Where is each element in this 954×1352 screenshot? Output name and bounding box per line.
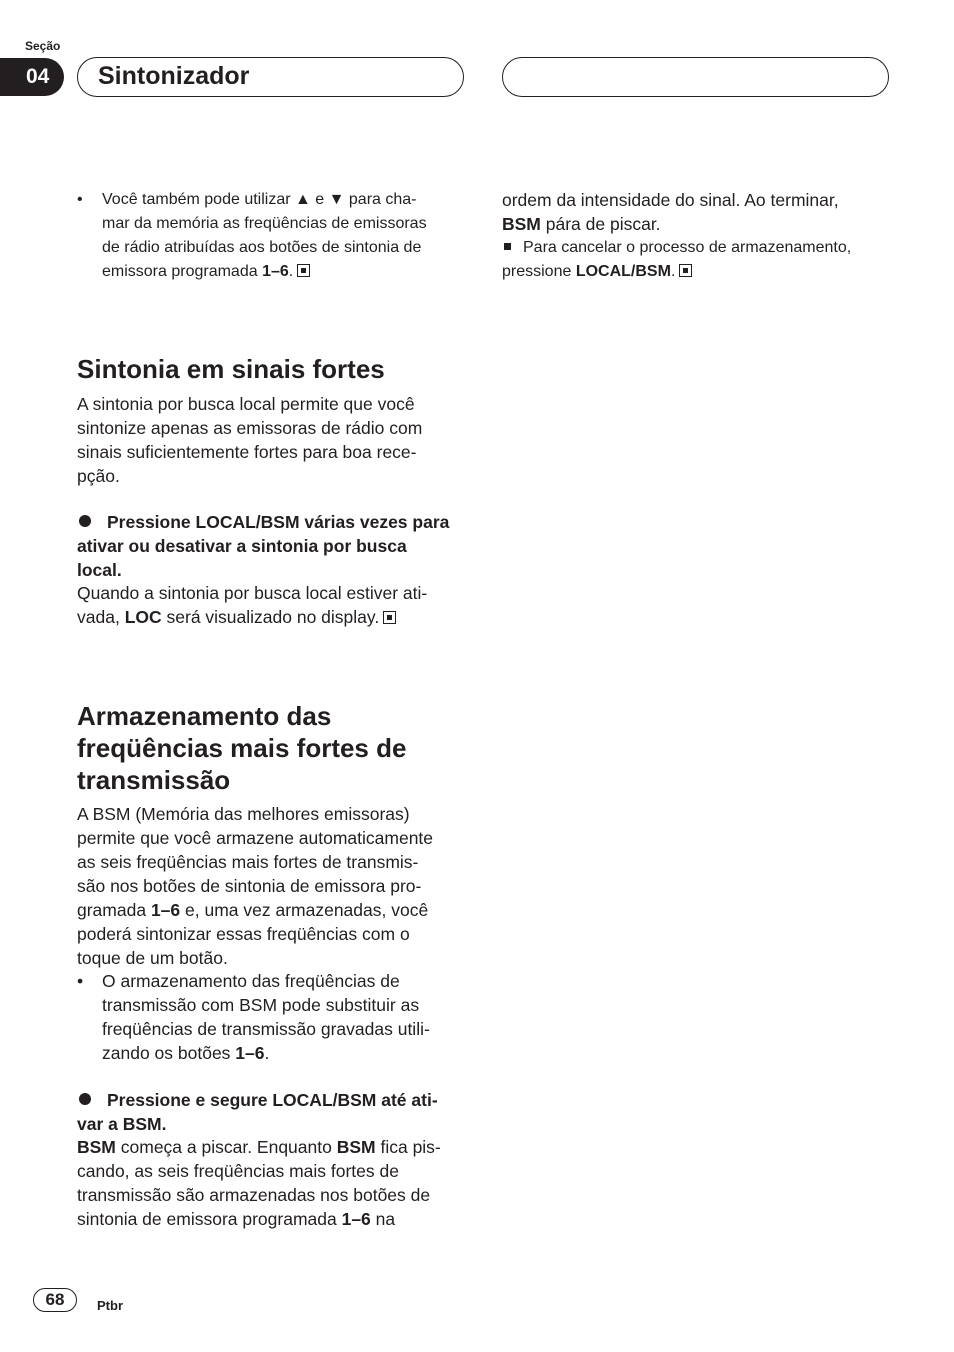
bold-span: LOC [124, 607, 162, 627]
text-line: toque de um botão. [77, 948, 228, 968]
text-span: zando os botões [102, 1043, 236, 1063]
text-line: transmissão com BSM pode substituir as [102, 995, 420, 1015]
text-line [102, 260, 427, 284]
text-line: ordem da intensidade do sinal. Ao terminar, [502, 190, 839, 210]
result-bsm [77, 1135, 472, 1231]
result-local [77, 581, 472, 629]
bold-span: BSM [502, 214, 541, 234]
text-line: var a BSM. [77, 1114, 167, 1134]
text-span: na [370, 1209, 396, 1229]
text-line: cando, as seis freqüências mais fortes de [77, 1161, 399, 1181]
text-span: emissora programada [102, 263, 263, 280]
text-line: A sintonia por busca local permite que você [77, 394, 415, 414]
text-span: e, uma vez armazenadas, você [180, 900, 429, 920]
step-bsm [77, 1088, 472, 1136]
step-dot-icon [79, 1093, 91, 1105]
text-line: Você também pode utilizar ▲ e ▼ para cha- [102, 191, 417, 208]
text-line: O armazenamento das freqüências de [102, 971, 400, 991]
section-heading-local: Sintonia em sinais fortes [77, 354, 385, 384]
note-cancel-bsm [502, 236, 902, 284]
text-line: local. [77, 560, 122, 580]
bold-span: 1–6 [262, 263, 289, 280]
text-span: . [264, 1043, 270, 1063]
text-line: as seis freqüências mais fortes de transmis- [77, 852, 419, 872]
text-span: gramada [77, 900, 151, 920]
heading-line: freqüências mais fortes de [77, 733, 407, 763]
end-mark-icon [383, 611, 396, 624]
text-line: são nos botões de sintonia de emissora pro- [77, 876, 422, 896]
text-line [502, 236, 902, 260]
bullet-text [102, 188, 427, 284]
text-line [77, 1207, 472, 1231]
text-line: ativar ou desativar a sintonia por busca [77, 536, 407, 556]
text-line: poderá sintonizar essas freqüências com o [77, 924, 410, 944]
section-number-tab: 04 [0, 58, 64, 96]
right-column-text [502, 188, 902, 236]
section-heading-bsm [77, 700, 472, 796]
text-span: começa a piscar. Enquanto [115, 1137, 337, 1157]
bold-span: 1–6 [341, 1209, 371, 1229]
text-line [77, 1135, 472, 1159]
step-dot-icon [79, 515, 91, 527]
text-line: de rádio atribuídas aos botões de sintonia de [102, 239, 422, 256]
step-local [77, 510, 472, 582]
language-code: Ptbr [97, 1298, 123, 1313]
text-line [502, 212, 902, 236]
note-square-icon [504, 243, 511, 250]
paragraph-local [77, 392, 467, 488]
text-line: Quando a sintonia por busca local estiver ati- [77, 583, 428, 603]
end-mark-icon [297, 264, 310, 277]
heading-line: transmissão [77, 765, 231, 795]
text-span: pressione [502, 263, 576, 280]
text-line [77, 1088, 472, 1112]
text-span: fica pis- [375, 1137, 441, 1157]
bold-span: BSM [336, 1137, 376, 1157]
text-line [77, 898, 472, 922]
text-line: sinais suficientemente fortes para boa rece- [77, 442, 417, 462]
bold-span: BSM [77, 1137, 116, 1157]
text-span: pára de piscar. [540, 214, 661, 234]
bullet-up-down-memory [77, 188, 467, 284]
bold-span: 1–6 [235, 1043, 265, 1063]
text-line: freqüências de transmissão gravadas utili- [102, 1019, 430, 1039]
header-empty-pill [502, 57, 889, 97]
text-span: Pressione LOCAL/BSM várias vezes para [107, 512, 450, 532]
text-line [77, 510, 472, 534]
bullet-mark: • [77, 191, 83, 208]
heading-line: Armazenamento das [77, 701, 332, 731]
chapter-title: Sintonizador [77, 57, 464, 97]
text-span: vada, [77, 607, 125, 627]
text-line: sintonize apenas as emissoras de rádio com [77, 418, 423, 438]
text-line: A BSM (Memória das melhores emissoras) [77, 804, 410, 824]
text-span: . [288, 263, 294, 280]
text-line: pção. [77, 466, 120, 486]
bullet-mark: • [77, 971, 84, 991]
bold-span: LOCAL/BSM [575, 263, 671, 280]
section-label: Seção [25, 39, 61, 53]
bullet-text [102, 969, 430, 1065]
text-line: permite que você armazene automaticamente [77, 828, 434, 848]
text-line [502, 260, 902, 284]
text-line: mar da memória as freqüências de emissoras [102, 215, 427, 232]
text-line [77, 605, 472, 629]
text-span: . [670, 263, 676, 280]
page-number: 68 [33, 1288, 77, 1312]
bullet-bsm-overwrite [77, 969, 472, 1065]
text-span: sintonia de emissora programada [77, 1209, 342, 1229]
text-span: será visualizado no display. [161, 607, 380, 627]
text-line: transmissão são armazenadas nos botões de [77, 1185, 431, 1205]
text-span: Pressione e segure LOCAL/BSM até ati- [107, 1090, 438, 1110]
text-span: Para cancelar o processo de armazenamento, [523, 239, 852, 256]
end-mark-icon [679, 264, 692, 277]
bold-span: 1–6 [150, 900, 181, 920]
paragraph-bsm [77, 802, 472, 970]
text-line [102, 1041, 430, 1065]
